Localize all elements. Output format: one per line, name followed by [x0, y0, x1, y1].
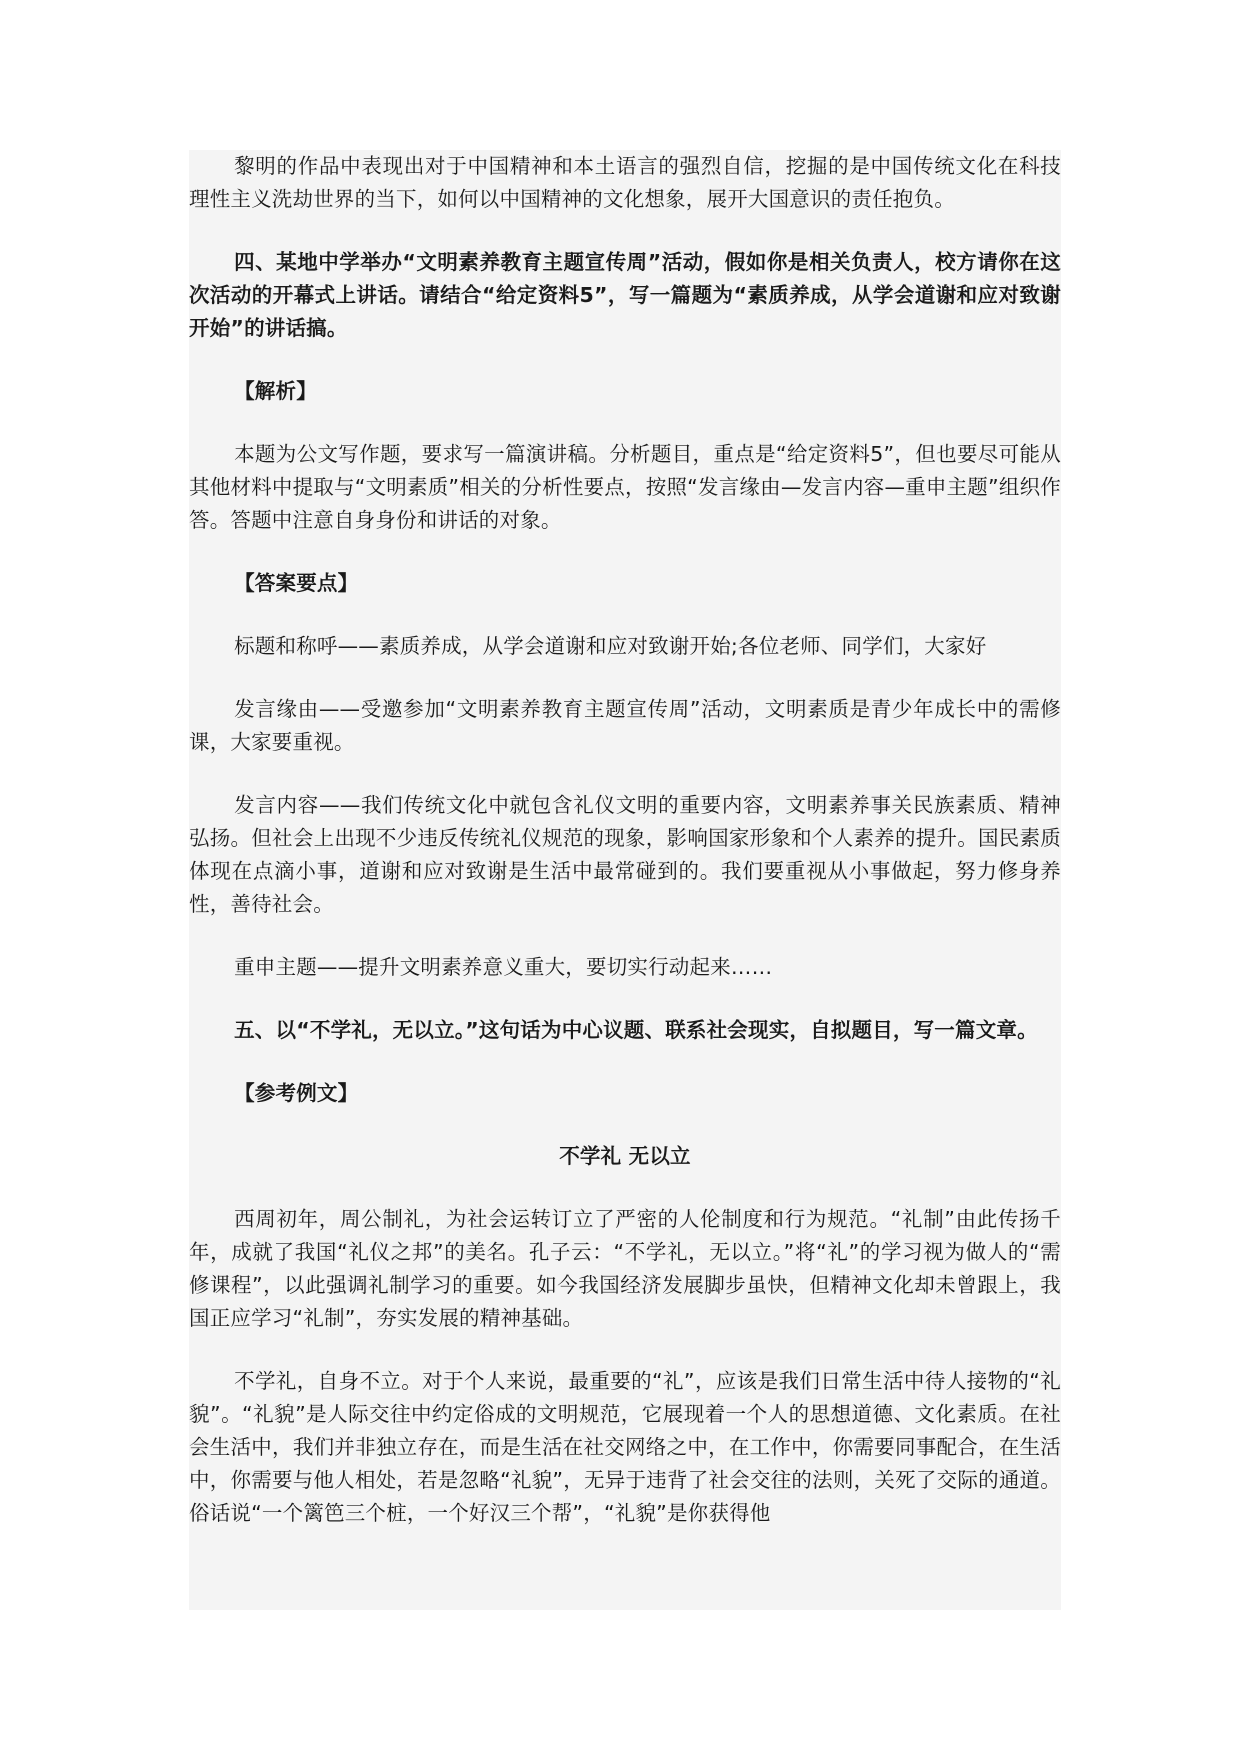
- answer-content: 发言内容——我们传统文化中就包含礼仪文明的重要内容，文明素养事关民族素质、精神弘扬。但社会上出现不少违反传统礼仪规范的现象，影响国家形象和个人素养的提升。国民素质体现在点滴小事，道谢和应对致谢是生活中最常碰到的。我们要重视从小事做起，努力修身养性，善待社会。: [189, 793, 1061, 916]
- essay-title: 不学礼 无以立: [559, 1144, 691, 1168]
- answer-title-greeting: 标题和称呼——素质养成，从学会道谢和应对致谢开始;各位老师、同学们，大家好: [234, 634, 987, 658]
- paragraph-intro: 黎明的作品中表现出对于中国精神和本土语言的强烈自信，挖掘的是中国传统文化在科技理性主义洗劫世界的当下，如何以中国精神的文化想象，展开大国意识的责任抱负。: [189, 154, 1061, 211]
- analysis-tag: 【解析】: [234, 379, 317, 403]
- question-five: 五、以“不学礼，无以立。”这句话为中心议题、联系社会现实，自拟题目，写一篇文章。: [234, 1018, 1038, 1042]
- essay-paragraph-1: 西周初年，周公制礼，为社会运转订立了严密的人伦制度和行为规范。“礼制”由此传扬千年，成就了我国“礼仪之邦”的美名。孔子云：“不学礼，无以立。”将“礼”的学习视为做人的“需修课程”，以此强调礼制学习的重要。如今我国经济发展脚步虽快，但精神文化却未曾跟上，我国正应学习“礼制”，夯实发展的精神基础。: [189, 1207, 1061, 1330]
- document-page: [189, 150, 1061, 1610]
- sample-essay-tag: 【参考例文】: [234, 1081, 359, 1105]
- analysis-paragraph: 本题为公文写作题，要求写一篇演讲稿。分析题目，重点是“给定资料5”，但也要尽可能从其他材料中提取与“文明素质”相关的分析性要点，按照“发言缘由—发言内容—重申主题”组织作答。答题中注意自身身份和讲话的对象。: [189, 442, 1061, 532]
- question-four: 四、某地中学举办“文明素养教育主题宣传周”活动，假如你是相关负责人，校方请你在这次活动的开幕式上讲话。请结合“给定资料5”，写一篇题为“素质养成，从学会道谢和应对致谢开始”的讲话搞。: [189, 250, 1061, 340]
- essay-paragraph-2: 不学礼，自身不立。对于个人来说，最重要的“礼”，应该是我们日常生活中待人接物的“礼貌”。“礼貌”是人际交往中约定俗成的文明规范，它展现着一个人的思想道德、文化素质。在社会生活中，我们并非独立存在，而是生活在社交网络之中，在工作中，你需要同事配合，在生活中，你需要与他人相处，若是忽略“礼貌”，无异于违背了社会交往的法则，关死了交际的通道。俗话说“一个篱笆三个桩，一个好汉三个帮”，“礼貌”是你获得他: [189, 1369, 1061, 1525]
- answer-restate-theme: 重申主题——提升文明素养意义重大，要切实行动起来……: [234, 955, 773, 979]
- answer-reason: 发言缘由——受邀参加“文明素养教育主题宣传周”活动，文明素质是青少年成长中的需修课，大家要重视。: [189, 697, 1061, 754]
- answer-points-tag: 【答案要点】: [234, 571, 359, 595]
